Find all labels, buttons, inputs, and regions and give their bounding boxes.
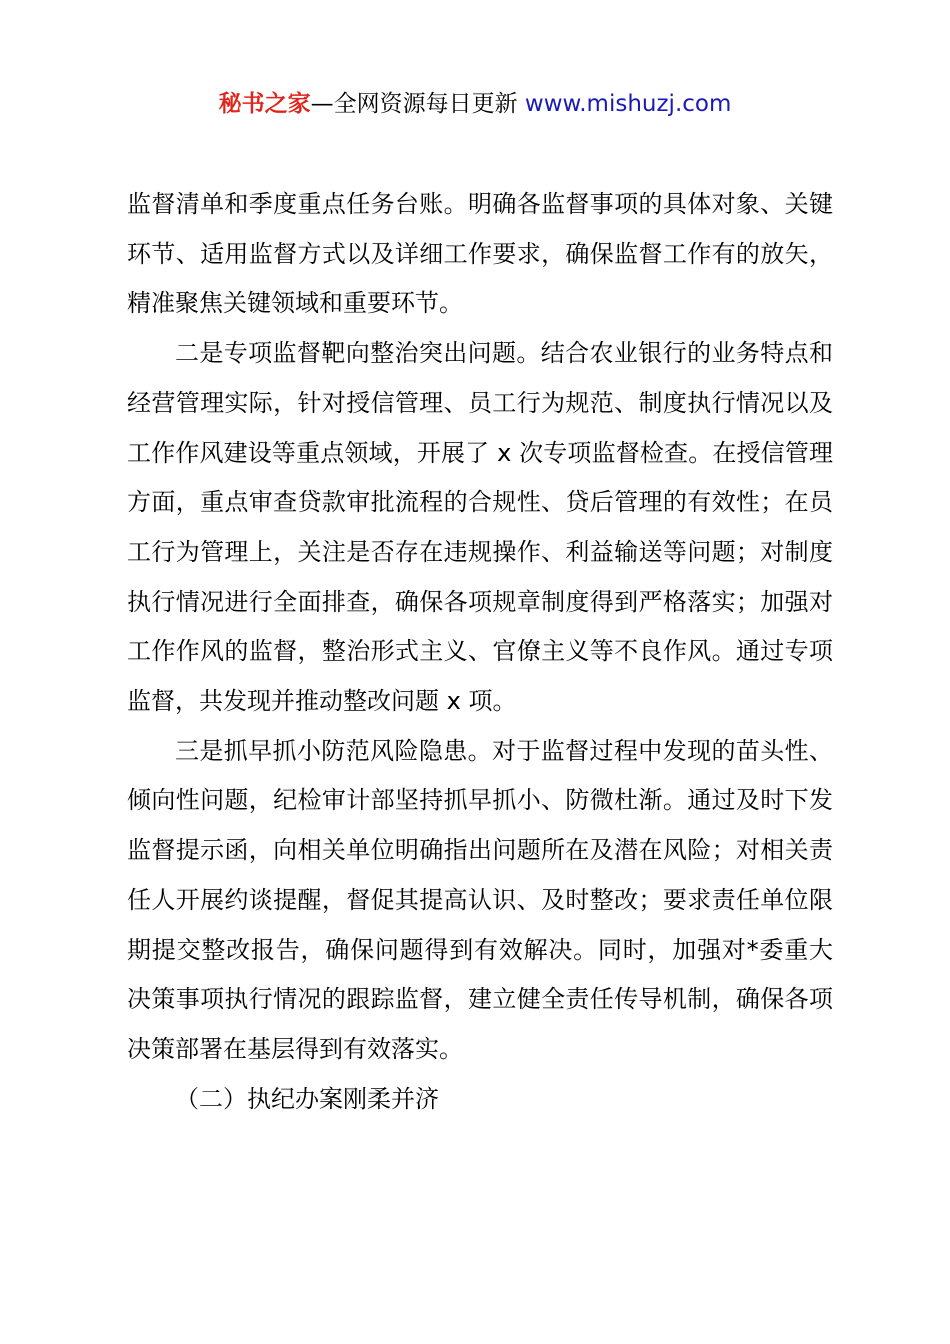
brand-name: 秘书之家 [218, 91, 311, 117]
site-header [0, 86, 950, 122]
paragraph-risk-prevention: 三是抓早抓小防范风险隐患。对于监督过程中发现的苗头性、倾向性问题，纪检审计部坚持抓早抓小、防微杜渐。通过及时下发监督提示函，向相关单位明确指出问题所在及潜在风险；对相关责任人开展约谈提醒，督促其提高认识、及时整改；要求责任单位限期提交整改报告，确保问题得到有效解决。同时，加强对*委重大决策事项执行情况的跟踪监督，建立健全责任传导机制，确保各项决策部署在基层得到有效落实。 [127, 736, 833, 1063]
site-tagline: —全网资源每日更新 [310, 91, 525, 117]
site-url[interactable]: www.mishuzj.com [524, 91, 732, 117]
paragraph-special-supervision: 二是专项监督靶向整治突出问题。结合农业银行的业务特点和经营管理实际，针对授信管理、员工行为规范、制度执行情况以及工作作风建设等重点领域，开展了 x 次专项监督检查。在授信管理方面，重点审查贷款审批流程的合规性、贷后管理的有效性；在员工行为管理上，关注是否存在违规操作、利益输送等问题；对制度执行情况进行全面排查，确保各项规章制度得到严格落实；加强对工作作风的监督，整治形式主义、官僚主义等不良作风。通过专项监督，共发现并推动整改问题 x 项。 [127, 339, 833, 716]
paragraph-continued: 监督清单和季度重点任务台账。明确各监督事项的具体对象、关键环节、适用监督方式以及详细工作要求，确保监督工作有的放矢，精准聚焦关键领域和重要环节。 [127, 190, 833, 318]
document-body [127, 180, 833, 1124]
section-heading: （二）执纪办案刚柔并济 [175, 1084, 439, 1113]
